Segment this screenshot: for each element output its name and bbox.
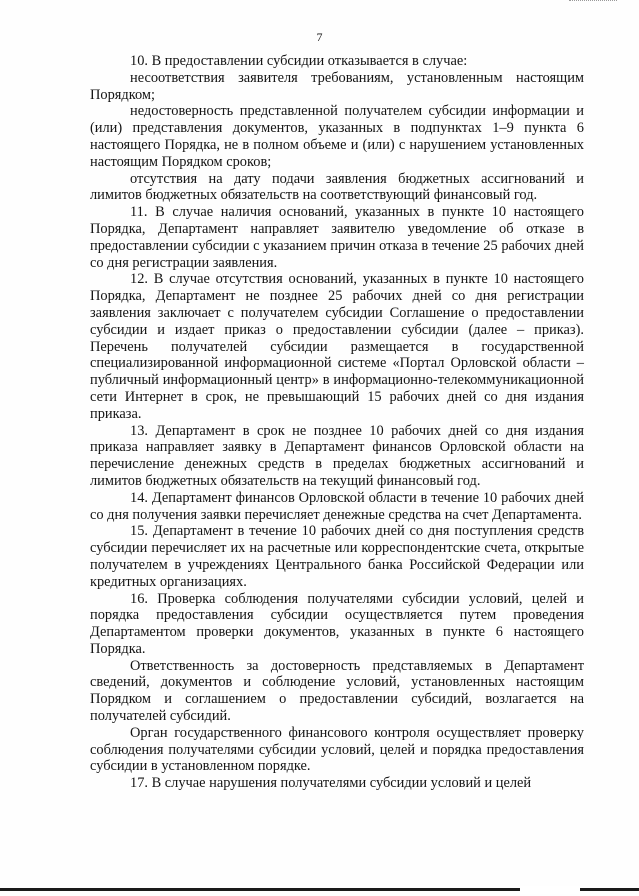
paragraph-17: 17. В случае нарушения получателями субсидии условий и целей [130,775,532,792]
scan-artifact-bottom-gap [520,886,580,894]
scan-artifact-top [569,0,617,4]
page-number: 7 [316,30,323,44]
document-body [90,53,584,792]
paragraph-13: 13. Департамент в срок не позднее 10 рабочих дней со дня издания приказа направляет заявку в Департамент финансов Орловской области на перечисление денежных средств в пределах бюджетных ассигнований и лимитов бюджетных обязательств на текущий финансовый год. [90,422,584,489]
paragraph-14: 14. Департамент финансов Орловской области в течение 10 рабочих дней со дня получения заявки перечисляет денежные средства на счет Департамента. [90,489,584,523]
paragraph-10-item-2: недостоверность представленной получателем субсидии информации и (или) представления документов, указанных в подпунктах 1–9 пункта 6 настоящего Порядка, не в полном объеме и (или) с нарушением установленных настоящим Порядком сроков; [90,103,584,170]
paragraph-16-control: Орган государственного финансового контроля осуществляет проверку соблюдения получателями субсидии условий, целей и порядка предоставления субсидии в установленном порядке. [90,724,584,775]
paragraph-15: 15. Департамент в течение 10 рабочих дней со дня поступления средств субсидии перечисляет их на расчетные или корреспондентские счета, открытые получателем в учреждениях Центрального банка Российской Федерации или кредитных организациях. [90,523,584,590]
paragraph-10-item-3: отсутствия на дату подачи заявления бюджетных ассигнований и лимитов бюджетных обязательств на соответствующий финансовый год. [90,170,584,204]
paragraph-10-heading: 10. В предоставлении субсидии отказывается в случае: [130,53,468,69]
paragraph-11: 11. В случае наличия оснований, указанных в пункте 10 настоящего Порядка, Департамент направляет заявителю уведомление об отказе в предоставлении субсидии с указанием причин отказа в течение 25 рабочих дней со дня регистрации заявления. [90,204,584,271]
paragraph-16: 16. Проверка соблюдения получателями субсидии условий, целей и порядка предоставления субсидии осуществляется путем проведения Департаментом проверки документов, указанных в пункте 6 настоящего Порядка. [90,590,584,657]
paragraph-10-item-1: несоответствия заявителя требованиям, установленным настоящим Порядком; [90,69,584,103]
paragraph-12: 12. В случае отсутствия оснований, указанных в пункте 10 настоящего Порядка, Департамент не позднее 25 рабочих дней со дня регистрации заявления заключает с получателем субсидии Соглашение о предоставлении субсидии и издает приказ о предоставлении субсидии (далее – приказ). Перечень получателей субсидии размещается в государственной специализированной информационной системе «Портал Орловской области – публичный информационный центр» в информационно-телекоммуникационной сети Интернет в срок, не превышающий 15 рабочих дней со дня издания приказа. [90,271,584,422]
paragraph-16-responsibility: Ответственность за достоверность представляемых в Департамент сведений, документов и соблюдение условий, установленных настоящим Порядком и соглашением о предоставлении субсидий, возлагается на получателей субсидий. [90,657,584,725]
